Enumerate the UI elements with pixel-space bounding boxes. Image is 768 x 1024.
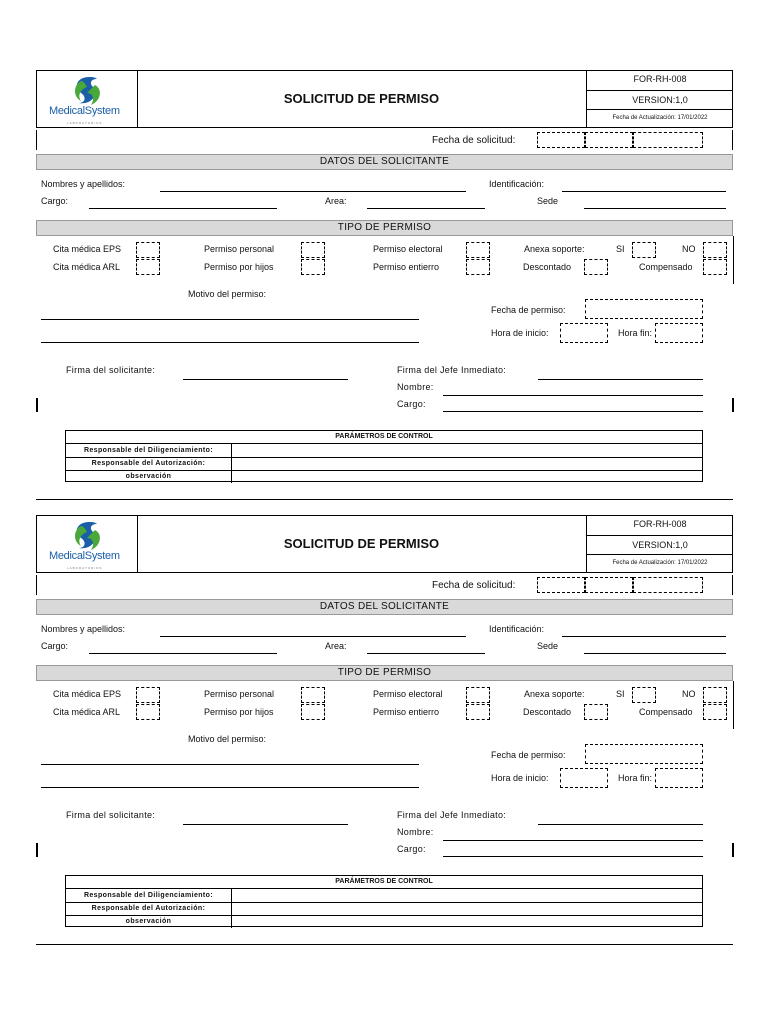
control-row[interactable] — [66, 444, 702, 458]
attach-no-checkbox[interactable] — [703, 242, 727, 258]
attach-si-checkbox[interactable] — [632, 242, 656, 258]
boss-name-field[interactable] — [443, 840, 703, 841]
form-header — [36, 70, 733, 128]
control-caption: PARÁMETROS DE CONTROL — [66, 431, 702, 444]
type-hijos-checkbox[interactable] — [301, 704, 325, 720]
applicant-signature-label: Firma del solicitante: — [66, 365, 156, 375]
sede-label: Sede — [537, 641, 559, 651]
permit-date-box[interactable] — [585, 299, 703, 319]
identification-label: Identificación: — [489, 179, 545, 189]
end-time-label: Hora fin: — [618, 773, 653, 783]
right-tick — [732, 843, 734, 857]
permit-date-label: Fecha de permiso: — [491, 305, 566, 315]
left-border — [36, 575, 37, 595]
type-personal-checkbox[interactable] — [301, 687, 325, 703]
sede-label: Sede — [537, 196, 559, 206]
control-row[interactable] — [66, 457, 702, 471]
doc-code-cell — [586, 516, 733, 572]
request-date-box-3[interactable] — [633, 132, 703, 148]
control-parameters-table — [65, 430, 703, 482]
boss-name-label: Nombre: — [397, 382, 434, 392]
boss-name-field[interactable] — [443, 395, 703, 396]
control-row[interactable] — [66, 470, 702, 483]
applicant-signature-field[interactable] — [183, 379, 348, 380]
attach-no-label: NO — [682, 689, 696, 699]
compensated-checkbox[interactable] — [703, 259, 727, 275]
permit-type-section-header: TIPO DE PERMISO — [36, 665, 733, 681]
permit-form-copy-1 — [0, 70, 768, 510]
type-personal-checkbox[interactable] — [301, 242, 325, 258]
type-arl-label: Cita médica ARL — [53, 707, 121, 717]
identification-label: Identificación: — [489, 624, 545, 634]
area-field[interactable] — [367, 653, 485, 654]
attach-support-label: Anexa soporte: — [524, 689, 585, 699]
type-personal-label: Permiso personal — [204, 244, 275, 254]
compensated-checkbox[interactable] — [703, 704, 727, 720]
type-hijos-label: Permiso por hijos — [204, 707, 274, 717]
form-separator-line — [36, 944, 733, 945]
start-time-box[interactable] — [560, 323, 608, 343]
logo-brand: MedicalSystem — [49, 105, 120, 117]
discounted-label: Descontado — [523, 707, 572, 717]
logo-subtext: LABORATORIOS — [67, 566, 103, 570]
type-eps-checkbox[interactable] — [136, 242, 160, 258]
control-row-label: Responsable del Autorización: — [66, 457, 232, 470]
reason-line-2[interactable] — [41, 342, 419, 343]
permit-type-section-header: TIPO DE PERMISO — [36, 220, 733, 236]
discounted-checkbox[interactable] — [584, 259, 608, 275]
identification-field[interactable] — [562, 191, 726, 192]
type-electoral-checkbox[interactable] — [466, 242, 490, 258]
reason-label: Motivo del permiso: — [188, 734, 267, 744]
boss-cargo-label: Cargo: — [397, 844, 426, 854]
permit-date-box[interactable] — [585, 744, 703, 764]
area-field[interactable] — [367, 208, 485, 209]
names-field[interactable] — [160, 191, 466, 192]
request-date-box-2[interactable] — [585, 577, 633, 593]
attach-si-label: SI — [616, 689, 625, 699]
type-electoral-checkbox[interactable] — [466, 687, 490, 703]
control-row-label: observación — [66, 915, 232, 928]
control-row-label: Responsable del Autorización: — [66, 902, 232, 915]
request-date-label: Fecha de solicitud: — [432, 135, 516, 146]
type-hijos-checkbox[interactable] — [301, 259, 325, 275]
names-label: Nombres y apellidos: — [41, 624, 126, 634]
type-entierro-label: Permiso entierro — [373, 707, 440, 717]
left-border — [36, 130, 37, 150]
type-personal-label: Permiso personal — [204, 689, 275, 699]
type-electoral-label: Permiso electoral — [373, 244, 443, 254]
form-separator-line — [36, 499, 733, 500]
sede-field[interactable] — [584, 653, 726, 654]
cargo-label: Cargo: — [41, 196, 69, 206]
right-border — [732, 130, 733, 150]
end-time-box[interactable] — [655, 768, 703, 788]
type-arl-checkbox[interactable] — [136, 259, 160, 275]
attach-no-label: NO — [682, 244, 696, 254]
control-row[interactable] — [66, 902, 702, 916]
start-time-box[interactable] — [560, 768, 608, 788]
reason-label: Motivo del permiso: — [188, 289, 267, 299]
doc-code: FOR-RH-008 — [587, 74, 733, 91]
boss-name-label: Nombre: — [397, 827, 434, 837]
type-entierro-checkbox[interactable] — [466, 704, 490, 720]
type-entierro-label: Permiso entierro — [373, 262, 440, 272]
reason-line-1[interactable] — [41, 319, 419, 320]
boss-signature-label: Firma del Jefe Inmediato: — [397, 365, 507, 375]
cargo-field[interactable] — [89, 208, 277, 209]
type-entierro-checkbox[interactable] — [466, 259, 490, 275]
control-row-label: Responsable del Diligenciamiento: — [66, 444, 232, 457]
control-caption: PARÁMETROS DE CONTROL — [66, 876, 702, 889]
form-title: SOLICITUD DE PERMISO — [283, 536, 440, 551]
sede-field[interactable] — [584, 208, 726, 209]
logo-cell — [37, 71, 138, 127]
attach-support-label: Anexa soporte: — [524, 244, 585, 254]
reason-line-1[interactable] — [41, 764, 419, 765]
right-border-2 — [733, 681, 734, 729]
area-label: Area: — [325, 196, 347, 206]
applicant-section-header: DATOS DEL SOLICITANTE — [36, 599, 733, 615]
request-date-box-3[interactable] — [633, 577, 703, 593]
right-tick — [732, 398, 734, 412]
reason-line-2[interactable] — [41, 787, 419, 788]
attach-no-checkbox[interactable] — [703, 687, 727, 703]
discounted-label: Descontado — [523, 262, 572, 272]
start-time-label: Hora de inicio: — [491, 328, 549, 338]
type-electoral-label: Permiso electoral — [373, 689, 443, 699]
type-eps-label: Cita médica EPS — [53, 244, 122, 254]
left-tick — [36, 398, 38, 412]
applicant-signature-field[interactable] — [183, 824, 348, 825]
type-arl-label: Cita médica ARL — [53, 262, 121, 272]
type-hijos-label: Permiso por hijos — [204, 262, 274, 272]
permit-date-label: Fecha de permiso: — [491, 750, 566, 760]
cargo-label: Cargo: — [41, 641, 69, 651]
doc-version: VERSION:1,0 — [587, 91, 733, 110]
compensated-label: Compensado — [639, 262, 693, 272]
control-row[interactable] — [66, 915, 702, 928]
boss-signature-label: Firma del Jefe Inmediato: — [397, 810, 507, 820]
applicant-section-header: DATOS DEL SOLICITANTE — [36, 154, 733, 170]
type-eps-label: Cita médica EPS — [53, 689, 122, 699]
form-title: SOLICITUD DE PERMISO — [283, 91, 440, 106]
request-date-label: Fecha de solicitud: — [432, 580, 516, 591]
control-row[interactable] — [66, 889, 702, 903]
control-parameters-table — [65, 875, 703, 927]
doc-updated: Fecha de Actualización: 17/01/2022 — [612, 560, 708, 566]
doc-version: VERSION:1,0 — [587, 536, 733, 555]
names-label: Nombres y apellidos: — [41, 179, 126, 189]
compensated-label: Compensado — [639, 707, 693, 717]
boss-signature-field[interactable] — [538, 824, 703, 825]
logo-brand: MedicalSystem — [49, 550, 120, 562]
area-label: Area: — [325, 641, 347, 651]
request-date-box-1[interactable] — [537, 132, 585, 148]
right-border — [732, 575, 733, 595]
form-header — [36, 515, 733, 573]
logo-subtext: LABORATORIOS — [67, 121, 103, 125]
attach-si-label: SI — [616, 244, 625, 254]
logo-cell — [37, 516, 138, 572]
doc-code-cell — [586, 71, 733, 127]
type-arl-checkbox[interactable] — [136, 704, 160, 720]
applicant-signature-label: Firma del solicitante: — [66, 810, 156, 820]
names-field[interactable] — [160, 636, 466, 637]
doc-updated: Fecha de Actualización: 17/01/2022 — [612, 115, 708, 121]
control-row-label: observación — [66, 470, 232, 483]
boss-cargo-field[interactable] — [443, 856, 703, 857]
boss-cargo-label: Cargo: — [397, 399, 426, 409]
left-tick — [36, 843, 38, 857]
doc-code: FOR-RH-008 — [587, 519, 733, 536]
end-time-label: Hora fin: — [618, 328, 653, 338]
permit-form-copy-2 — [0, 515, 768, 955]
request-date-box-2[interactable] — [585, 132, 633, 148]
start-time-label: Hora de inicio: — [491, 773, 549, 783]
boss-cargo-field[interactable] — [443, 411, 703, 412]
discounted-checkbox[interactable] — [584, 704, 608, 720]
identification-field[interactable] — [562, 636, 726, 637]
cargo-field[interactable] — [89, 653, 277, 654]
boss-signature-field[interactable] — [538, 379, 703, 380]
control-row-label: Responsable del Diligenciamiento: — [66, 889, 232, 902]
request-date-box-1[interactable] — [537, 577, 585, 593]
right-border-2 — [733, 236, 734, 284]
attach-si-checkbox[interactable] — [632, 687, 656, 703]
type-eps-checkbox[interactable] — [136, 687, 160, 703]
end-time-box[interactable] — [655, 323, 703, 343]
